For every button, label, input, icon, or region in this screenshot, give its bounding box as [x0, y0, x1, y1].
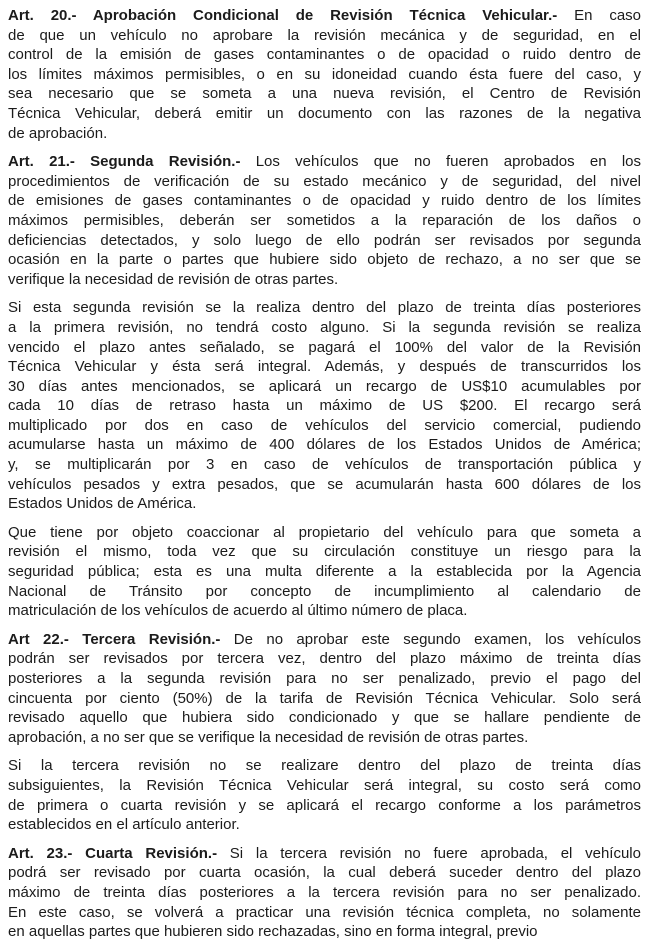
text-line: Técnica Vehicular, deberá emitir un documento con las razones de la negativa: [8, 104, 641, 122]
paragraph: [8, 298, 641, 514]
text-line: multiplicado por dos en caso de vehículos del servicio comercial, pudiendo: [8, 416, 641, 434]
text-line: de emisiones de gases contaminantes o de opacidad y ruido dentro de los límites: [8, 192, 641, 210]
text-line: a la primera revisión, no tendrá costo alguno. Si la segunda revisión se realiza: [8, 318, 641, 336]
text-line: de aprobación.: [8, 124, 108, 142]
text-line: verifique la necesidad de revisión de otras partes.: [8, 270, 339, 288]
text-line: establecidos en el artículo anterior.: [8, 816, 240, 834]
text-line: Art 22.- Tercera Revisión.- De no aprobar este segundo examen, los vehículos: [8, 630, 641, 648]
text-line: podrán ser revisados por tercera vez, dentro del plazo máximo de treinta días: [8, 650, 641, 668]
text-line: revisado aquello que hubiera sido condicionado y que se hallare pendiente de: [8, 709, 641, 727]
text-line: máximos permisibles, deberán ser sometidos a la reparación de los daños o: [8, 211, 641, 229]
text-line: subsiguientes, la Revisión Técnica Vehicular será integral, su costo será como: [8, 776, 641, 794]
text-line: deficiencias detectados, y solo luego de ello podrán ser revisados por segunda: [8, 231, 641, 249]
text-line: control de la emisión de gases contaminantes o de opacidad o ruido dentro de: [8, 46, 641, 64]
article-heading: Art. 23.- Cuarta Revisión.-: [8, 844, 218, 862]
text-line: podrá ser revisado por cuarta ocasión, la cual deberá suceder dentro del plazo: [8, 864, 641, 882]
document-body: [8, 6, 641, 942]
text-line: matriculación de los vehículos de acuerdo al último número de placa.: [8, 602, 468, 620]
text-line: sea necesario que se someta a una nueva revisión, el Centro de Revisión: [8, 85, 641, 103]
text-line: vehículos pesados y extra pesados, que se acumularán hasta 600 dólares de los: [8, 475, 641, 493]
text-line: y, se multiplicarán por 3 en caso de vehículos de transportación pública y: [8, 456, 641, 474]
text-line: de primera o cuarta revisión y se aplicará el recargo conforme a los parámetros: [8, 796, 641, 814]
text-line: los límites máximos permisibles, o en su idoneidad cuando ésta fuere del caso, y: [8, 65, 641, 83]
text-line: Técnica Vehicular y ésta será integral. Además, y después de transcurridos los: [8, 358, 641, 376]
article-heading: Art. 20.- Aprobación Condicional de Revisión Técnica Vehicular.-: [8, 7, 558, 24]
text-line: cincuenta por ciento (50%) de la tarifa de Revisión Técnica Vehicular. Solo será: [8, 689, 641, 707]
text-line: acumularse hasta un máximo de 400 dólares de los Estados Unidos de América;: [8, 436, 641, 454]
paragraph: [8, 152, 641, 289]
text-line: revisión el mismo, toda vez que su circulación constituye un riesgo para la: [8, 543, 641, 561]
text-line: procedimientos de verificación de su estado mecánico y de seguridad, del nivel: [8, 172, 641, 190]
text-line: Si esta segunda revisión se la realiza dentro del plazo de treinta días posteriores: [8, 299, 641, 317]
text-line: seguridad pública; esta es una multa diferente a la establecida por la Agencia: [8, 563, 641, 581]
article-heading: Art 22.- Tercera Revisión.-: [8, 630, 221, 648]
paragraph: [8, 844, 641, 942]
text-line: posteriores a la segunda revisión para no ser penalizado, previo el pago del: [8, 670, 641, 687]
text-line: ocasión en la parte o partes que hubiere sido objeto de rechazo, a no ser que se: [8, 251, 641, 269]
text-line: 30 días antes mencionados, se aplicará un recargo de US$10 acumulables por: [8, 377, 641, 395]
text-line: En este caso, se volverá a practicar una revisión técnica completa, no solamente: [8, 903, 641, 921]
text-line: Art. 20.- Aprobación Condicional de Revisión Técnica Vehicular.- En caso: [8, 7, 642, 24]
text-line: Art. 23.- Cuarta Revisión.- Si la tercera revisión no fuere aprobada, el vehículo: [8, 844, 641, 862]
paragraph: [8, 630, 641, 748]
paragraph: [8, 6, 641, 143]
paragraph: [8, 756, 641, 834]
text-line: en aquellas partes que hubieren sido rechazadas, sino en forma integral, previo: [8, 923, 538, 941]
text-line: Estados Unidos de América.: [8, 495, 197, 513]
text-line: cada 10 días de retraso hasta un máximo de US $200. El recargo será: [8, 397, 641, 415]
text-line: Art. 21.- Segunda Revisión.- Los vehículos que no fueren aprobados en los: [8, 153, 641, 171]
text-line: Si la tercera revisión no se realizare dentro del plazo de treinta días: [8, 757, 641, 775]
article-heading: Art. 21.- Segunda Revisión.-: [8, 153, 241, 171]
text-line: vencido el plazo antes señalado, se pagará el 100% del valor de la Revisión: [8, 338, 641, 356]
text-line: Nacional de Tránsito por concepto de incumplimiento al calendario de: [8, 582, 641, 600]
paragraph: [8, 523, 641, 621]
text-line: Que tiene por objeto coaccionar al propietario del vehículo para que someta a: [8, 523, 641, 541]
text-line: aprobación, a no ser que se verifique la necesidad de revisión de otras partes.: [8, 728, 529, 746]
text-line: máximo de treinta días posteriores a la tercera revisión para no ser penalizado.: [8, 883, 641, 901]
text-line: de que un vehículo no aprobare la revisión mecánica y de seguridad, en el: [8, 26, 641, 44]
